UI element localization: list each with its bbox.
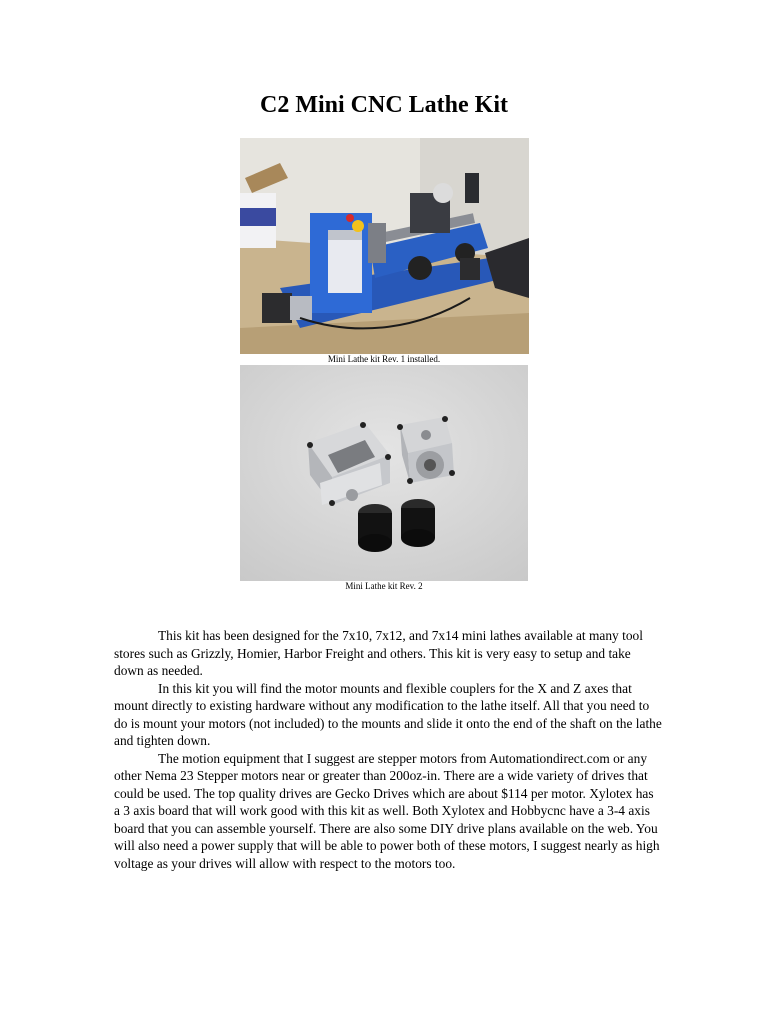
page-title: C2 Mini CNC Lathe Kit bbox=[260, 92, 508, 118]
figure-caption-1: Mini Lathe kit Rev. 1 installed. bbox=[327, 354, 441, 364]
body-text bbox=[114, 627, 662, 872]
motor-mounts-illustration bbox=[240, 365, 528, 581]
paragraph: This kit has been designed for the 7x10, 7x12, and 7x14 mini lathes available at many tool stores such as Grizzly, Homier, Harbor Freight and others. This kit is very easy to setup and take down as needed. bbox=[114, 628, 643, 678]
motor-mounts-photo bbox=[240, 365, 528, 581]
lathe-photo bbox=[240, 138, 529, 354]
figure-caption-2: Mini Lathe kit Rev. 2 bbox=[345, 581, 423, 591]
lathe-illustration bbox=[240, 138, 529, 354]
paragraph: In this kit you will find the motor mounts and flexible couplers for the X and Z axes that mount directly to existing hardware without any modification to the lathe itself. All that you need to do is mount your motors (not included) to the mounts and slide it onto the end of the shaft on the lathe and tighten down. bbox=[114, 680, 662, 748]
paragraph: The motion equipment that I suggest are stepper motors from Automationdirect.com or any other Nema 23 Stepper motors near or greater than 200oz-in. There are a wide variety of drives that could be used. The top quality drives are Gecko Drives which are about $114 per motor. Xylotex has a 3 axis board that will work good with this kit as well. Both Xylotex and Hobbycnc have a 3-4 axis board that you can assemble yourself. There are also some DIY drive plans available on the web. You will also need a power supply that will be able to power both of these motors, I suggest nearly as high voltage as your drives will allow with respect to the motors too. bbox=[114, 750, 660, 871]
